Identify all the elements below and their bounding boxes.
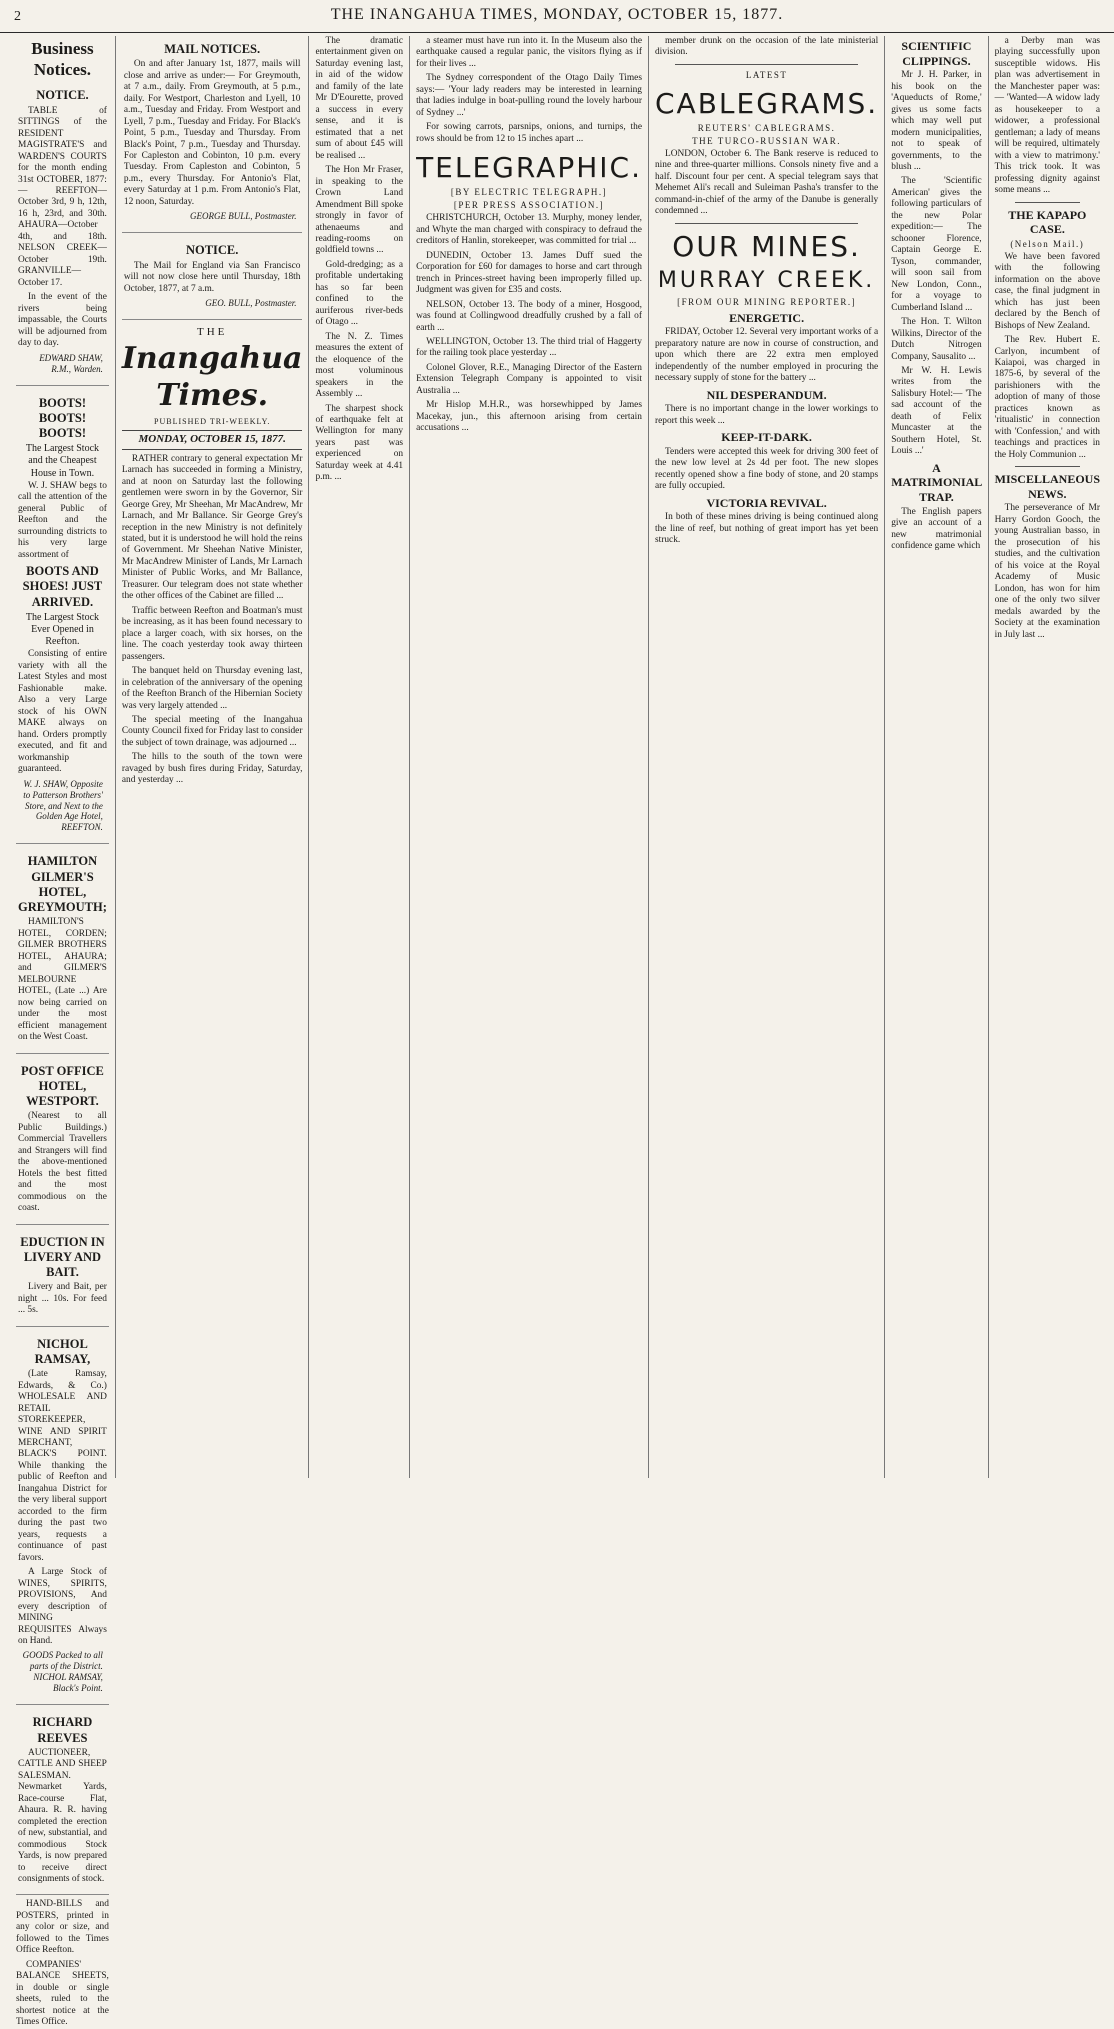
nil-desperandum-heading: NIL DESPERANDUM.: [706, 387, 827, 402]
boots-ad: [16, 390, 109, 845]
reading-rooms-article: The Hon Mr Fraser, in speaking to the Crown Land Amendment Bill spoke strongly in favor of athenaeums and reading-rooms on goldfield towns ...: [315, 165, 404, 256]
polar-expedition-article: The 'Scientific American' gives the following particulars of the new Polar expedition:— The schooner Florence, Captain George E. Tyson, commander, will soon sail from New London, Conn., for a voyage to Cumberland Island ...: [891, 176, 982, 313]
banquet-article: The banquet held on Thursday evening last, in celebration of the anniversary of the opening of the Reefton Branch of the Hibernian Society was very largely attended ...: [121, 666, 303, 711]
latest-label: LATEST: [745, 69, 788, 80]
telegraph-company-telegram: Colonel Glover, R.E., Managing Director of the Eastern Extension Telegraph Company is appointed to visit Australia ...: [416, 362, 642, 396]
energetic-text: FRIDAY, October 12. Several very important works of a preparatory nature are now in course of construction, and upon which there are 22 extra men employed independently of the number employed in procuring the necessary supply of stone for the battery ...: [654, 327, 879, 384]
divider: [675, 223, 858, 224]
victoria-revival-heading: VICTORIA REVIVAL.: [706, 495, 827, 510]
boots-subtitle: The Largest Stock and the Cheapest House in Town.: [25, 443, 100, 479]
energetic-heading: ENERGETIC.: [729, 310, 805, 325]
boots-head: BOOTS AND SHOES! JUST ARRIVED.: [22, 564, 103, 609]
reeves-title: RICHARD REEVES: [32, 1715, 93, 1745]
miscellaneous-news-heading: MISCELLANEOUS NEWS.: [994, 472, 1100, 501]
ministerial-division-text: member drunk on the occasion of the late ministerial division.: [654, 36, 879, 58]
telegraphic-subheading: [BY ELECTRIC TELEGRAPH.]: [450, 187, 608, 198]
livery-title: EDUCTION IN LIVERY AND BAIT.: [20, 1234, 105, 1280]
mail-notices-title: MAIL NOTICES.: [164, 42, 261, 56]
ramsay-text: (Late Ramsay, Edwards, & Co.) WHOLESALE AND RETAIL STOREKEEPER, WINE AND SPIRIT MERCHANT, BLACK'S POINT. While thanking the public of Reefton and Inangahua District for the very liberal support accorded to the firm during the past two years, requests a continuance of past favors.: [18, 1369, 107, 1563]
mail-england-ad: [122, 237, 303, 320]
our-mines-heading: OUR MINES.: [672, 229, 861, 263]
press-association-note: [PER PRESS ASSOCIATION.]: [453, 200, 605, 211]
divider: [1015, 466, 1080, 467]
column-6: [885, 36, 988, 1478]
boots-title: BOOTS! BOOTS! BOOTS!: [38, 395, 87, 440]
keep-it-dark-heading: KEEP-IT-DARK.: [721, 430, 812, 445]
matrimonial-trap-text: The English papers give an account of a new matrimonial confidence game which: [891, 506, 982, 551]
murray-creek-heading: MURRAY CREEK.: [657, 267, 876, 293]
column-3: [309, 36, 410, 1478]
nameplate-title: Inangahua Times.: [121, 341, 303, 413]
handbills-notice: HAND-BILLS and POSTERS, printed in any color or size, and followed to the Times Office Reefton.: [16, 1899, 109, 1956]
ramsay-title: NICHOL RAMSAY,: [34, 1336, 91, 1366]
reeves-text: AUCTIONEER, CATTLE AND SHEEP SALESMAN. Newmarket Yards, Race-course Flat, Ahaura. R. R. having completed the erection of new, substantial, and commodious Stock Yards, is now prepared to receive direct consignments of stock.: [18, 1747, 107, 1884]
mail-notices-signature: GEORGE BULL, Postmaster.: [189, 211, 297, 222]
mail-notices-text: On and after January 1st, 1877, mails will close and arrive as under:— For Greymouth, at 7 a.m., daily. From Greymouth, at 5 p.m., daily. For Westport, Charleston and Lyell, 10 a.m., Tuesday and Friday. From Westport and Lyell, 7 p.m., Tuesday and Friday. For Black's Point, 5 p.m., Tuesday and Thursday. From Black's Point, 7 p.m., Tuesday and Thursday. For Capleston and Cobinton, 10 p.m. every Tuesday. From Capleston and Cobinton, 5 p.m., every Thursday. For Antonio's Flat, every Saturday at 1 p.m. From Antonio's Flat, 12 noon, Saturday.: [123, 59, 301, 207]
cablegrams-heading: CABLEGRAMS.: [654, 86, 879, 120]
page-masthead: [0, 0, 1114, 33]
matrimonial-trap-heading: A MATRIMONIAL TRAP.: [891, 460, 983, 504]
court-notice-ad: [16, 82, 109, 385]
nameplate-date: MONDAY, OCTOBER 15, 1877.: [122, 430, 303, 449]
mail-england-signature: GEO. BULL, Postmaster.: [205, 297, 297, 308]
kapapo-text2: The Rev. Hubert E. Carlyon, incumbent of Kaiapoi, was charged in 1875-6, by several of the parishioners with the adoption of many of those practices known as 'ritualistic' in connection with 'Confession,' and with teachings and practices in the Holy Communion ...: [994, 335, 1100, 460]
column-4: [410, 36, 649, 1478]
traffic-article: Traffic between Reefton and Boatman's must be increasing, as it has been found necessary to place a larger coach, with six horses, on the line. The coach yesterday took away thirteen passengers.: [121, 605, 303, 662]
nil-desperandum-text: There is no important change in the lower workings to report this week ...: [654, 404, 879, 426]
bush-fires-article: The hills to the south of the town were ravaged by bush fires during Friday, Saturday, and yesterday ...: [121, 752, 303, 786]
reuters-subheading: REUTERS' CABLEGRAMS.: [697, 123, 836, 134]
kapapo-case-heading: THE KAPAPO CASE.: [1008, 207, 1087, 237]
nelson-telegram: NELSON, October 13. The body of a miner, Hosgood, was found at Collingwood dreadfully crushed by a fall of earth ...: [416, 299, 642, 333]
column-2: [116, 36, 310, 1478]
dunedin-telegram: DUNEDIN, October 13. James Duff sued the Corporation for £60 for damages to horse and cart through trench in Princes-street having been improperly filled up. Judgment was given for £35 and costs.: [416, 250, 642, 296]
nameplate-the: THE: [196, 325, 228, 338]
ramsay-ad: [16, 1331, 109, 1706]
widow-advertisement-article: a Derby man was playing successfully upon susceptible widows. His plan was advertisement in the Manchester paper was:— 'Wanted—A widow lady as housekeeper to a widower, a professional gentleman; a lady of means will be required, ultimately with a view to matrimony.' This trick took. It was professing dignity against some means ...: [994, 36, 1100, 196]
museum-panic-article: a steamer must have run into it. In the Museum also the earthquake caused a regular panic, the visitors flying as if for their lives ...: [416, 36, 642, 69]
column-1: [10, 36, 116, 2028]
page-number: 2: [14, 9, 21, 24]
page-title: THE INANGAHUA TIMES, MONDAY, OCTOBER 15, 1877.: [330, 6, 784, 23]
post-office-hotel-ad: [16, 1058, 109, 1225]
livery-text: Livery and Bait, per night ... 10s. For feed ... 5s.: [18, 1282, 107, 1316]
divider: [1015, 202, 1080, 203]
boots-text: W. J. SHAW begs to call the attention of the general Public of Reefton and the surrounding districts to his very large assortment of: [18, 480, 107, 560]
sowing-article: For sowing carrots, parsnips, onions, and turnips, the rows should be from 12 to 15 inches apart ...: [416, 122, 642, 144]
court-notice-text2: In the event of the rivers being impassable, the Courts will be adjourned from day to day.: [18, 292, 107, 349]
leader-article: RATHER contrary to general expectation Mr Larnach has succeeded in forming a Ministry, and at noon on Saturday last the following gentlemen were sworn in by the Governor, Sir George Grey, Mr Sheehan, Mr MacAndrew, Mr Larnach, and Mr Ballance. Sir George Grey's reception in the new Ministry is not definitely stated, but it is understood he will hold the reins of Government. Mr Sheehan Native Minister, Mr MacAndrew Minister of Lands, Mr Larnach Minister of Public Works, and Mr Ballance, Treasurer. Our telegram does not state whether the other offices of the Cabinet are filled ...: [121, 453, 303, 602]
sydney-ladies-article: The Sydney correspondent of the Otago Daily Times says:— 'Your lady readers may be interested in learning that ladies indulge in boat-pulling round the lovely harbour of Sydney ...': [416, 73, 642, 118]
aqueducts-article: Mr J. H. Parker, in his book on the 'Aqueducts of Rome,' gives us some facts which may well put modern municipalities, not to speak of governments, to the blush ...: [891, 70, 982, 172]
victoria-revival-text: In both of these mines driving is being continued along the line of reef, but nothing of great import has yet been struck.: [654, 512, 879, 546]
reeves-ad: [16, 1709, 109, 1895]
newspaper-columns: [10, 36, 1106, 2028]
gold-dredging-article: Gold-dredging; as a profitable undertaking has so far been confined to the auriferous river-beds of Otago ...: [315, 259, 404, 328]
miscellaneous-news-text: The perseverance of Mr Harry Gordon Gooch, the young Australian basso, in the prosecution of his studies, and the cultivation of his voice at the Royal Academy of Music London, has won for him one of the only two silver medals awarded by the Society at the examination in July last ...: [994, 503, 1100, 640]
column-5: [649, 36, 885, 1478]
london-cablegram: LONDON, October 6. The Bank reserve is reduced to nine and three-quarter millions. Consols ninety five and a half. Discount four per cent. A special telegram says that Mehemet Ali's recall and Suleiman Pasha's transfer to the command-in-chief of the army of the Danube is generally condemned ...: [654, 149, 879, 217]
mining-reporter-note: [FROM OUR MINING REPORTER.]: [677, 296, 857, 307]
column-7: [989, 36, 1106, 1478]
scientific-clippings-heading: SCIENTIFIC CLIPPINGS.: [901, 39, 972, 68]
court-notice-title: NOTICE.: [36, 88, 89, 103]
hislop-telegram: Mr Hislop M.H.R., was horsewhipped by James Macekay, jun., this afternoon arising from certain accusations ...: [416, 400, 642, 434]
post-office-hotel-text: (Nearest to all Public Buildings.) Commercial Travellers and Strangers will find the above-mentioned Hotels the best fitted and the most commodious on the coast.: [18, 1111, 107, 1214]
wellington-telegram: WELLINGTON, October 13. The third trial of Haggerty for the railing took place yesterday ...: [416, 337, 642, 359]
war-subheading: THE TURCO-RUSSIAN WAR.: [692, 136, 842, 147]
boots-text2: Consisting of entire variety with all the Latest Styles and most Fashionable make. Also a very Large stock of his OWN MAKE always on hand. Orders promptly executed, and fit and workmanship guaranteed.: [18, 649, 107, 775]
boots-subtitle2: The Largest Stock Ever Opened in Reefton.: [25, 611, 100, 648]
hotels-title: HAMILTON GILMER'S HOTEL, GREYMOUTH;: [18, 854, 107, 915]
mail-england-text: The Mail for England via San Francisco will not now close here until Thursday, 18th October, 1877, at 7 a.m.: [123, 260, 301, 294]
mail-england-title: NOTICE.: [185, 243, 239, 258]
court-notice-signature: EDWARD SHAW, R.M., Warden.: [39, 352, 103, 374]
business-notices-heading: Business Notices.: [31, 39, 94, 79]
earthquake-article: The sharpest shock of earthquake felt at Wellington for many years past was experienced on Saturday week at 4.41 p.m. ...: [315, 403, 404, 483]
hotels-ad: [16, 848, 109, 1053]
livery-ad: [16, 1229, 109, 1327]
court-notice-text: TABLE of SITTINGS of the RESIDENT MAGISTRATE'S and WARDEN'S COURTS for the month ending 31st OCTOBER, 1877:— REEFTON—October 3rd, 9 h, 12th, 16 h, 23rd, and 30th. AHAURA—October 4th, and 18th. NELSON CREEK—October 19th. GRANVILLE—October 17.: [18, 105, 107, 288]
kapapo-text: We have been favored with the following information on the above case, the final judgment in which has just been declared by the Bench of Bishops of New Zealand.: [994, 251, 1100, 331]
county-council-article: The special meeting of the Inangahua County Council fixed for Friday last to consider the subject of town drainage, was adjourned ...: [121, 715, 303, 748]
nitrogen-article: The Hon. T. Wilton Wilkins, Director of the Dutch Nitrogen Company, Sausalito ...: [891, 317, 982, 362]
christchurch-telegram: CHRISTCHURCH, October 13. Murphy, money lender, and Whyte the man charged with conspiracy to defraud the creditors of Hanlin, storekeeper, was committed for trial ...: [416, 213, 642, 247]
ramsay-text2: A Large Stock of WINES, SPIRITS, PROVISIONS, And every description of MINING REQUISITES Always on Hand.: [18, 1567, 107, 1646]
telegraphic-heading: TELEGRAPHIC.: [416, 151, 642, 185]
divider: [675, 64, 858, 65]
newspaper-nameplate: [122, 326, 303, 450]
nelson-mail-source: (Nelson Mail.): [1010, 238, 1085, 249]
post-office-hotel-title: POST OFFICE HOTEL, WESTPORT.: [21, 1063, 104, 1109]
dramatic-entertainment-article: The dramatic entertainment given on Saturday evening last, in aid of the widow and family of the late Mr D'Eourette, proved a success in every sense, and it is estimated that a net sum of about £45 will be realised ...: [315, 36, 404, 161]
lewis-letter-article: Mr W. H. Lewis writes from the Salisbury Hotel:— 'The sad account of the death of Felix Muncaster at the Southern Hotel, St. Louis ...': [891, 365, 982, 457]
keep-it-dark-text: Tenders were accepted this week for driving 300 feet of the new low level at 2s 4d per foot. The new slopes recently opened show a fine body of stone, and 20 stamps are fully occupied.: [654, 446, 879, 492]
nameplate-publication: PUBLISHED TRI-WEEKLY.: [154, 416, 271, 426]
balance-sheets-notice: COMPANIES' BALANCE SHEETS, in double or single sheets, ruled to the shortest notice at the Times Office.: [16, 1959, 109, 2028]
eloquence-article: The N. Z. Times measures the extent of the eloquence of the most voluminous speakers in the Assembly ...: [315, 331, 404, 400]
ramsay-signature: GOODS Packed to all parts of the District. NICHOL RAMSAY, Black's Point.: [22, 1650, 103, 1694]
boots-signature: W. J. SHAW, Opposite to Patterson Brothers' Store, and Next to the Golden Age Hotel, REEFTON.: [23, 778, 103, 833]
mail-notices-ad: [122, 36, 303, 233]
hotels-text: HAMILTON'S HOTEL, CORDEN; GILMER BROTHERS HOTEL, AHAURA; and GILMER'S MELBOURNE HOTEL, (Late ...) Are now being carried on under the most efficient management on the West Coast.: [18, 917, 107, 1043]
